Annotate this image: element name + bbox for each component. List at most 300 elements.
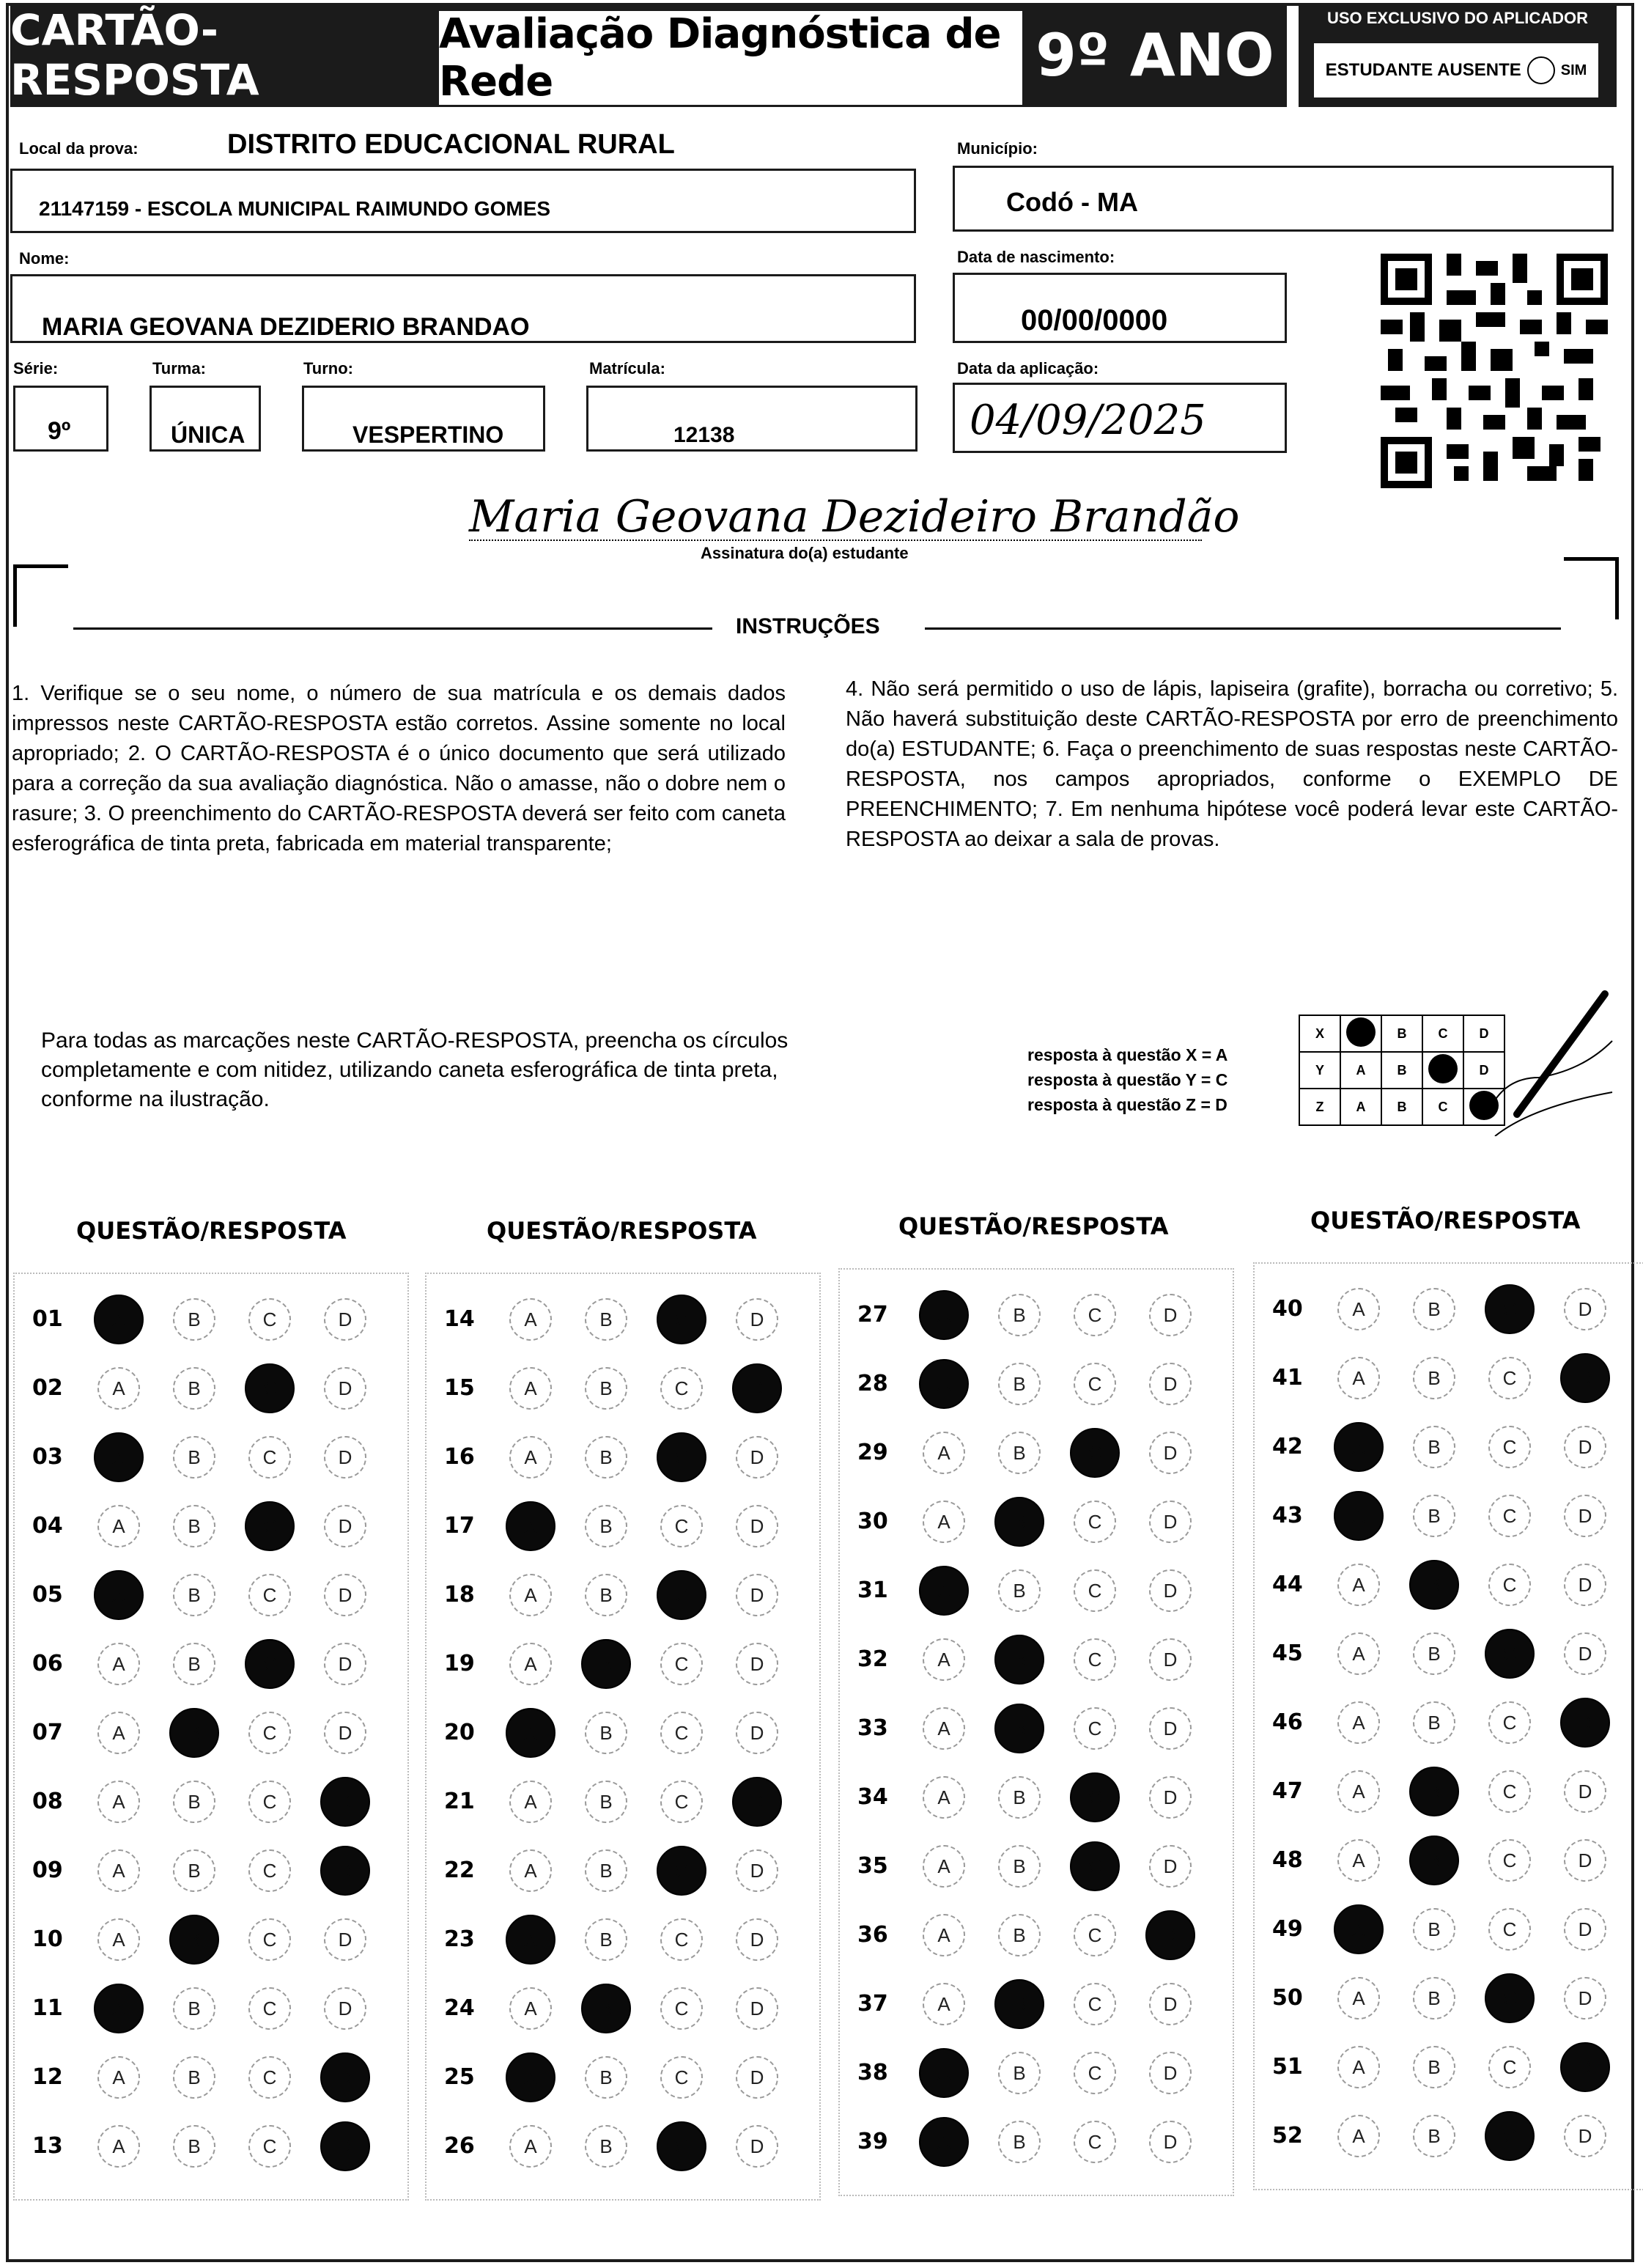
option-bubble-b[interactable]: B bbox=[998, 2121, 1041, 2163]
question-number: 22 bbox=[444, 1858, 475, 1883]
example-line-x: resposta à questão X = A bbox=[1027, 1045, 1228, 1064]
option-bubble-c[interactable]: C bbox=[660, 1781, 703, 1823]
option-bubble-d[interactable]: D bbox=[1149, 2052, 1192, 2094]
option-bubble-b[interactable]: B bbox=[173, 1574, 215, 1616]
question-number: 26 bbox=[444, 2133, 475, 2159]
option-bubble-b[interactable]: B bbox=[998, 1845, 1041, 1888]
option-bubble-b[interactable]: B bbox=[1409, 1560, 1459, 1610]
option-bubble-c[interactable]: C bbox=[657, 2121, 706, 2171]
example-line-y: resposta à questão Y = C bbox=[1027, 1070, 1228, 1089]
answers-header-1: QUESTÃO/RESPOSTA bbox=[76, 1217, 347, 1245]
option-bubble-b[interactable]: B bbox=[585, 1574, 627, 1616]
option-bubble-d[interactable]: D bbox=[1149, 1501, 1192, 1543]
answers-header-2: QUESTÃO/RESPOSTA bbox=[487, 1217, 757, 1245]
option-bubble-c[interactable]: C bbox=[1074, 1983, 1116, 2025]
example-grid: X B C D Y A B D Z A B C bbox=[1299, 1015, 1505, 1126]
option-bubble-c[interactable]: C bbox=[248, 1918, 291, 1961]
option-bubble-d[interactable]: D bbox=[1564, 1495, 1606, 1537]
answer-row bbox=[1256, 1969, 1643, 2028]
option-bubble-a[interactable]: A bbox=[94, 1984, 144, 2033]
option-bubble-c[interactable]: C bbox=[657, 1295, 706, 1344]
option-bubble-a[interactable]: A bbox=[94, 1432, 144, 1482]
turno-value: VESPERTINO bbox=[352, 421, 504, 448]
option-bubble-d[interactable]: D bbox=[1149, 1638, 1192, 1681]
option-bubble-c[interactable]: C bbox=[660, 2056, 703, 2099]
option-bubble-c[interactable]: C bbox=[660, 1712, 703, 1754]
aplicacao-field bbox=[953, 383, 1287, 453]
option-bubble-c[interactable]: C bbox=[1074, 1707, 1116, 1750]
option-bubble-c[interactable]: C bbox=[248, 1574, 291, 1616]
answer-row bbox=[16, 1704, 405, 1762]
option-bubble-b[interactable]: B bbox=[1413, 1977, 1455, 2020]
option-bubble-a[interactable]: A bbox=[919, 1566, 969, 1616]
option-bubble-d[interactable]: D bbox=[324, 1436, 366, 1479]
example-legend bbox=[1027, 1042, 1227, 1117]
question-number: 01 bbox=[32, 1306, 63, 1332]
answer-row bbox=[841, 1768, 1230, 1827]
option-bubble-c[interactable]: C bbox=[1488, 1908, 1531, 1951]
option-bubble-c[interactable]: C bbox=[245, 1363, 295, 1413]
option-bubble-a[interactable]: A bbox=[1334, 1422, 1384, 1472]
school-value: 21147159 - ESCOLA MUNICIPAL RAIMUNDO GOMES bbox=[39, 197, 551, 220]
option-bubble-d[interactable]: D bbox=[1149, 1983, 1192, 2025]
option-bubble-a[interactable]: A bbox=[97, 2125, 140, 2168]
option-bubble-a[interactable]: A bbox=[923, 1914, 965, 1956]
question-number: 20 bbox=[444, 1720, 475, 1745]
option-bubble-c[interactable]: C bbox=[248, 1712, 291, 1754]
option-bubble-a[interactable]: A bbox=[509, 1781, 552, 1823]
option-bubble-b[interactable]: B bbox=[1413, 1426, 1455, 1468]
option-bubble-c[interactable]: C bbox=[1074, 1638, 1116, 1681]
answer-row bbox=[16, 1497, 405, 1555]
option-bubble-b[interactable]: B bbox=[1413, 2115, 1455, 2157]
option-bubble-c[interactable]: C bbox=[660, 1643, 703, 1685]
option-bubble-d[interactable]: D bbox=[324, 1918, 366, 1961]
option-bubble-a[interactable]: A bbox=[1337, 1564, 1380, 1606]
turma-field bbox=[149, 386, 261, 452]
option-bubble-b[interactable]: B bbox=[585, 1918, 627, 1961]
option-bubble-d[interactable]: D bbox=[324, 1712, 366, 1754]
option-bubble-b[interactable]: B bbox=[1409, 1767, 1459, 1816]
question-number: 41 bbox=[1272, 1365, 1303, 1391]
answer-row bbox=[428, 1497, 816, 1555]
question-number: 38 bbox=[857, 2060, 888, 2085]
option-bubble-d[interactable]: D bbox=[1149, 1363, 1192, 1405]
question-number: 10 bbox=[32, 1926, 63, 1952]
applicator-box bbox=[1299, 3, 1617, 107]
option-bubble-a[interactable]: A bbox=[509, 1367, 552, 1410]
option-bubble-b[interactable]: B bbox=[173, 2125, 215, 2168]
option-bubble-d[interactable]: D bbox=[1564, 1426, 1606, 1468]
option-bubble-b[interactable]: B bbox=[173, 1643, 215, 1685]
option-bubble-c[interactable]: C bbox=[1485, 1629, 1535, 1679]
answer-row bbox=[841, 1630, 1230, 1689]
option-bubble-d[interactable]: D bbox=[1149, 1432, 1192, 1474]
option-bubble-a[interactable]: A bbox=[1337, 2115, 1380, 2157]
option-bubble-d[interactable]: D bbox=[1149, 1707, 1192, 1750]
absent-checkbox[interactable] bbox=[1527, 56, 1555, 84]
option-bubble-b[interactable]: B bbox=[1413, 1632, 1455, 1675]
question-number: 42 bbox=[1272, 1434, 1303, 1459]
instructions-right: 4. Não será permitido o uso de lápis, lapiseira (grafite), borracha ou corretivo; 5. Não haverá substituição deste CARTÃO-RESPOSTA por erro de preenchimento do(a) ESTUDANTE; 6. Faça o preenchimento de suas respostas neste CARTÃO-RESPOSTA, nos campos apropriados, conforme o EXEMPLO DE PREENCHIMENTO; 7. Em nenhuma hipótese você poderá levar este CARTÃO-RESPOSTA ao deixar a sala de provas. bbox=[846, 677, 1618, 851]
answer-row bbox=[841, 1837, 1230, 1896]
option-bubble-a[interactable]: A bbox=[509, 1643, 552, 1685]
option-bubble-a[interactable]: A bbox=[1337, 1701, 1380, 1744]
turma-value: ÚNICA bbox=[171, 421, 245, 448]
answer-row bbox=[841, 1492, 1230, 1551]
option-bubble-d[interactable]: D bbox=[736, 1987, 778, 2030]
option-bubble-a[interactable]: A bbox=[509, 1987, 552, 2030]
option-bubble-b[interactable]: B bbox=[173, 1298, 215, 1341]
example-dot-x bbox=[1346, 1017, 1376, 1047]
option-bubble-c[interactable]: C bbox=[1070, 1428, 1120, 1478]
answer-row bbox=[841, 2044, 1230, 2102]
answer-row bbox=[841, 2113, 1230, 2171]
option-bubble-a[interactable]: A bbox=[509, 1298, 552, 1341]
option-bubble-b[interactable]: B bbox=[1413, 1288, 1455, 1330]
option-bubble-a[interactable]: A bbox=[1334, 1904, 1384, 1954]
option-bubble-d[interactable]: D bbox=[324, 1505, 366, 1547]
answer-row bbox=[16, 1290, 405, 1349]
option-bubble-c[interactable]: C bbox=[1485, 1284, 1535, 1334]
option-bubble-c[interactable]: C bbox=[248, 1987, 291, 2030]
option-bubble-b[interactable]: B bbox=[173, 2056, 215, 2099]
option-bubble-d[interactable]: D bbox=[1564, 1564, 1606, 1606]
question-number: 30 bbox=[857, 1509, 888, 1534]
card-title: CARTÃO-RESPOSTA bbox=[10, 5, 259, 105]
option-bubble-c[interactable]: C bbox=[657, 1570, 706, 1620]
option-bubble-c[interactable]: C bbox=[1074, 1914, 1116, 1956]
option-bubble-d[interactable]: D bbox=[732, 1777, 782, 1827]
option-bubble-d[interactable]: D bbox=[1145, 1910, 1195, 1960]
option-bubble-a[interactable]: A bbox=[1337, 1288, 1380, 1330]
option-bubble-a[interactable]: A bbox=[97, 1367, 140, 1410]
option-bubble-b[interactable]: B bbox=[1413, 2046, 1455, 2088]
option-bubble-c[interactable]: C bbox=[245, 1639, 295, 1689]
option-bubble-b[interactable]: B bbox=[585, 2056, 627, 2099]
option-bubble-b[interactable]: B bbox=[585, 1849, 627, 1892]
option-bubble-d[interactable]: D bbox=[1149, 1294, 1192, 1336]
question-number: 21 bbox=[444, 1789, 475, 1814]
option-bubble-d[interactable]: D bbox=[736, 1643, 778, 1685]
option-bubble-d[interactable]: D bbox=[1564, 1908, 1606, 1951]
option-bubble-d[interactable]: D bbox=[736, 1849, 778, 1892]
turno-field bbox=[302, 386, 545, 452]
option-bubble-c[interactable]: C bbox=[1074, 1501, 1116, 1543]
option-bubble-a[interactable]: A bbox=[506, 1708, 555, 1758]
local-label: Local da prova: bbox=[19, 139, 139, 158]
answer-row bbox=[428, 1841, 816, 1900]
option-bubble-b[interactable]: B bbox=[1413, 1495, 1455, 1537]
answer-row bbox=[1256, 2038, 1643, 2096]
option-bubble-b[interactable]: B bbox=[1413, 1701, 1455, 1744]
question-number: 03 bbox=[32, 1444, 63, 1470]
option-bubble-b[interactable]: B bbox=[998, 1569, 1041, 1612]
option-bubble-d[interactable]: D bbox=[736, 2056, 778, 2099]
option-bubble-a[interactable]: A bbox=[97, 2056, 140, 2099]
option-bubble-a[interactable]: A bbox=[923, 1638, 965, 1681]
option-bubble-d[interactable]: D bbox=[1149, 1776, 1192, 1819]
option-bubble-a[interactable]: A bbox=[919, 1290, 969, 1340]
option-bubble-d[interactable]: D bbox=[1564, 2115, 1606, 2157]
option-bubble-b[interactable]: B bbox=[998, 1914, 1041, 1956]
option-bubble-a[interactable]: A bbox=[923, 1432, 965, 1474]
option-bubble-b[interactable]: B bbox=[994, 1979, 1044, 2029]
option-bubble-a[interactable]: A bbox=[1337, 1839, 1380, 1882]
option-bubble-d[interactable]: D bbox=[1564, 1977, 1606, 2020]
option-bubble-d[interactable]: D bbox=[1564, 1770, 1606, 1813]
option-bubble-d[interactable]: D bbox=[324, 1574, 366, 1616]
option-bubble-d[interactable]: D bbox=[320, 1777, 370, 1827]
option-bubble-b[interactable]: B bbox=[173, 1436, 215, 1479]
question-number: 25 bbox=[444, 2064, 475, 2090]
option-bubble-d[interactable]: D bbox=[320, 1846, 370, 1896]
option-bubble-a[interactable]: A bbox=[97, 1781, 140, 1823]
question-number: 45 bbox=[1272, 1641, 1303, 1666]
option-bubble-a[interactable]: A bbox=[919, 2117, 969, 2167]
question-number: 27 bbox=[857, 1302, 888, 1328]
option-bubble-a[interactable]: A bbox=[1337, 1632, 1380, 1675]
question-number: 18 bbox=[444, 1582, 475, 1608]
option-bubble-a[interactable]: A bbox=[919, 1359, 969, 1409]
option-bubble-c[interactable]: C bbox=[1488, 1495, 1531, 1537]
nascimento-label: Data de nascimento: bbox=[957, 248, 1115, 266]
option-bubble-b[interactable]: B bbox=[581, 1639, 631, 1689]
option-bubble-c[interactable]: C bbox=[1074, 1294, 1116, 1336]
option-bubble-a[interactable]: A bbox=[923, 1501, 965, 1543]
option-bubble-d[interactable]: D bbox=[1149, 1845, 1192, 1888]
option-bubble-d[interactable]: D bbox=[736, 1918, 778, 1961]
answer-row bbox=[428, 1428, 816, 1487]
example-text: Para todas as marcações neste CARTÃO-RESPOSTA, preencha os círculos completamente e com nitidez, utilizando caneta esferográfica de tinta preta, conforme na ilustração. bbox=[41, 1028, 789, 1111]
municipio-field bbox=[953, 166, 1614, 232]
option-bubble-b[interactable]: B bbox=[998, 1776, 1041, 1819]
option-bubble-a[interactable]: A bbox=[509, 1436, 552, 1479]
option-bubble-c[interactable]: C bbox=[245, 1501, 295, 1551]
option-bubble-d[interactable]: D bbox=[736, 1298, 778, 1341]
question-number: 17 bbox=[444, 1513, 475, 1539]
option-bubble-d[interactable]: D bbox=[736, 1436, 778, 1479]
serie-label: Série: bbox=[13, 359, 59, 378]
option-bubble-c[interactable]: C bbox=[248, 1781, 291, 1823]
option-bubble-b[interactable]: B bbox=[585, 1298, 627, 1341]
answer-row bbox=[1256, 1555, 1643, 1614]
option-bubble-a[interactable]: A bbox=[506, 1915, 555, 1965]
option-bubble-c[interactable]: C bbox=[248, 1849, 291, 1892]
option-bubble-b[interactable]: B bbox=[173, 1505, 215, 1547]
option-bubble-b[interactable]: B bbox=[1409, 1836, 1459, 1885]
option-bubble-b[interactable]: B bbox=[173, 1987, 215, 2030]
option-bubble-b[interactable]: B bbox=[994, 1635, 1044, 1685]
question-number: 31 bbox=[857, 1577, 888, 1603]
option-bubble-b[interactable]: B bbox=[994, 1704, 1044, 1753]
option-bubble-a[interactable]: A bbox=[1334, 1491, 1384, 1541]
option-bubble-d[interactable]: D bbox=[324, 1367, 366, 1410]
option-bubble-a[interactable]: A bbox=[923, 1776, 965, 1819]
option-bubble-c[interactable]: C bbox=[657, 1846, 706, 1896]
option-bubble-d[interactable]: D bbox=[736, 1712, 778, 1754]
option-bubble-b[interactable]: B bbox=[998, 1294, 1041, 1336]
option-bubble-c[interactable]: C bbox=[660, 1987, 703, 2030]
option-bubble-a[interactable]: A bbox=[923, 1707, 965, 1750]
question-number: 06 bbox=[32, 1651, 63, 1676]
option-bubble-b[interactable]: B bbox=[585, 1781, 627, 1823]
option-bubble-c[interactable]: C bbox=[1070, 1841, 1120, 1891]
aplicacao-label: Data da aplicação: bbox=[957, 359, 1099, 378]
answer-row bbox=[841, 1355, 1230, 1413]
option-bubble-c[interactable]: C bbox=[660, 1367, 703, 1410]
option-bubble-c[interactable]: C bbox=[248, 1298, 291, 1341]
option-bubble-d[interactable]: D bbox=[1149, 2121, 1192, 2163]
option-bubble-b[interactable]: B bbox=[173, 1849, 215, 1892]
serie-field bbox=[13, 386, 108, 452]
option-bubble-d[interactable]: D bbox=[1560, 1353, 1610, 1403]
option-bubble-d[interactable]: D bbox=[736, 2125, 778, 2168]
option-bubble-b[interactable]: B bbox=[998, 1432, 1041, 1474]
option-bubble-a[interactable]: A bbox=[97, 1505, 140, 1547]
absent-option: SIM bbox=[1560, 62, 1587, 78]
option-bubble-c[interactable]: C bbox=[1070, 1772, 1120, 1822]
option-bubble-d[interactable]: D bbox=[736, 1505, 778, 1547]
option-bubble-b[interactable]: B bbox=[173, 1781, 215, 1823]
answer-row bbox=[428, 1359, 816, 1418]
matricula-label: Matrícula: bbox=[589, 359, 665, 378]
option-bubble-a[interactable]: A bbox=[97, 1918, 140, 1961]
option-bubble-d[interactable]: D bbox=[324, 1987, 366, 2030]
option-bubble-d[interactable]: D bbox=[320, 2052, 370, 2102]
option-bubble-a[interactable]: A bbox=[94, 1295, 144, 1344]
option-bubble-b[interactable]: B bbox=[998, 2052, 1041, 2094]
corner-bracket-right bbox=[1564, 557, 1619, 619]
option-bubble-d[interactable]: D bbox=[1560, 2042, 1610, 2092]
nascimento-field bbox=[953, 273, 1287, 343]
answer-row bbox=[1256, 2107, 1643, 2165]
question-number: 40 bbox=[1272, 1296, 1303, 1322]
answer-row bbox=[428, 1772, 816, 1831]
option-bubble-c[interactable]: C bbox=[1074, 1569, 1116, 1612]
option-bubble-a[interactable]: A bbox=[919, 2048, 969, 2098]
option-bubble-d[interactable]: D bbox=[736, 1574, 778, 1616]
option-bubble-c[interactable]: C bbox=[1488, 2046, 1531, 2088]
option-bubble-d[interactable]: D bbox=[324, 1298, 366, 1341]
matricula-value: 12138 bbox=[673, 423, 735, 447]
option-bubble-d[interactable]: D bbox=[320, 2121, 370, 2171]
option-bubble-a[interactable]: A bbox=[1337, 1977, 1380, 2020]
option-bubble-b[interactable]: B bbox=[585, 1712, 627, 1754]
option-bubble-a[interactable]: A bbox=[97, 1849, 140, 1892]
option-bubble-a[interactable]: A bbox=[923, 1845, 965, 1888]
option-bubble-a[interactable]: A bbox=[97, 1712, 140, 1754]
option-bubble-b[interactable]: B bbox=[1413, 1908, 1455, 1951]
option-bubble-b[interactable]: B bbox=[581, 1984, 631, 2033]
absent-field[interactable] bbox=[1312, 41, 1600, 100]
option-bubble-b[interactable]: B bbox=[173, 1367, 215, 1410]
example-line-z: resposta à questão Z = D bbox=[1027, 1095, 1227, 1114]
option-bubble-c[interactable]: C bbox=[660, 1918, 703, 1961]
option-bubble-b[interactable]: B bbox=[998, 1363, 1041, 1405]
option-bubble-c[interactable]: C bbox=[1074, 2121, 1116, 2163]
option-bubble-c[interactable]: C bbox=[1074, 2052, 1116, 2094]
option-bubble-a[interactable]: A bbox=[94, 1570, 144, 1620]
answer-row bbox=[16, 1772, 405, 1831]
option-bubble-c[interactable]: C bbox=[660, 1505, 703, 1547]
option-bubble-c[interactable]: C bbox=[1488, 1564, 1531, 1606]
option-bubble-d[interactable]: D bbox=[1564, 1288, 1606, 1330]
option-bubble-a[interactable]: A bbox=[509, 1574, 552, 1616]
option-bubble-b[interactable]: B bbox=[994, 1497, 1044, 1547]
option-bubble-a[interactable]: A bbox=[509, 2125, 552, 2168]
answer-row bbox=[428, 1566, 816, 1624]
answer-row bbox=[16, 1635, 405, 1693]
option-bubble-a[interactable]: A bbox=[1337, 1357, 1380, 1399]
option-bubble-c[interactable]: C bbox=[1485, 2111, 1535, 2161]
option-bubble-c[interactable]: C bbox=[1488, 1701, 1531, 1744]
option-bubble-d[interactable]: D bbox=[1564, 1632, 1606, 1675]
option-bubble-b[interactable]: B bbox=[1413, 1357, 1455, 1399]
option-bubble-c[interactable]: C bbox=[1485, 1973, 1535, 2023]
option-bubble-a[interactable]: A bbox=[506, 1501, 555, 1551]
question-number: 23 bbox=[444, 1926, 475, 1952]
answer-row bbox=[428, 2117, 816, 2176]
answer-row bbox=[1256, 1349, 1643, 1407]
signature-line bbox=[469, 540, 1202, 541]
option-bubble-b[interactable]: B bbox=[585, 1367, 627, 1410]
question-number: 07 bbox=[32, 1720, 63, 1745]
example-dot-y bbox=[1428, 1054, 1458, 1083]
option-bubble-d[interactable]: D bbox=[1564, 1839, 1606, 1882]
option-bubble-d[interactable]: D bbox=[324, 1643, 366, 1685]
answer-row bbox=[841, 1975, 1230, 2033]
option-bubble-c[interactable]: C bbox=[1074, 1363, 1116, 1405]
option-bubble-b[interactable]: B bbox=[169, 1915, 219, 1965]
option-bubble-a[interactable]: A bbox=[509, 1849, 552, 1892]
question-number: 14 bbox=[444, 1306, 475, 1332]
instructions-title: INSTRUÇÕES bbox=[736, 614, 880, 638]
municipio-value: Codó - MA bbox=[1006, 187, 1138, 217]
option-bubble-b[interactable]: B bbox=[169, 1708, 219, 1758]
applicator-title: USO EXCLUSIVO DO APLICADOR bbox=[1326, 9, 1589, 27]
option-bubble-a[interactable]: A bbox=[1337, 1770, 1380, 1813]
option-bubble-d[interactable]: D bbox=[732, 1363, 782, 1413]
option-bubble-c[interactable]: C bbox=[1488, 1839, 1531, 1882]
option-bubble-b[interactable]: B bbox=[585, 1505, 627, 1547]
question-number: 33 bbox=[857, 1715, 888, 1741]
option-bubble-c[interactable]: C bbox=[248, 1436, 291, 1479]
option-bubble-c[interactable]: C bbox=[1488, 1426, 1531, 1468]
option-bubble-c[interactable]: C bbox=[1488, 1770, 1531, 1813]
question-number: 48 bbox=[1272, 1847, 1303, 1873]
option-bubble-b[interactable]: B bbox=[585, 1436, 627, 1479]
question-number: 35 bbox=[857, 1853, 888, 1879]
option-bubble-d[interactable]: D bbox=[1149, 1569, 1192, 1612]
option-bubble-c[interactable]: C bbox=[1488, 1357, 1531, 1399]
option-bubble-c[interactable]: C bbox=[657, 1432, 706, 1482]
matricula-field bbox=[586, 386, 918, 452]
option-bubble-a[interactable]: A bbox=[506, 2052, 555, 2102]
nome-label: Nome: bbox=[19, 249, 70, 268]
option-bubble-c[interactable]: C bbox=[248, 2056, 291, 2099]
option-bubble-a[interactable]: A bbox=[923, 1983, 965, 2025]
option-bubble-a[interactable]: A bbox=[97, 1643, 140, 1685]
option-bubble-b[interactable]: B bbox=[585, 2125, 627, 2168]
answer-row bbox=[16, 1566, 405, 1624]
option-bubble-c[interactable]: C bbox=[248, 2125, 291, 2168]
option-bubble-d[interactable]: D bbox=[1560, 1698, 1610, 1748]
question-number: 02 bbox=[32, 1375, 63, 1401]
absent-label: ESTUDANTE AUSENTE bbox=[1325, 60, 1521, 80]
option-bubble-a[interactable]: A bbox=[1337, 2046, 1380, 2088]
turno-label: Turno: bbox=[303, 359, 354, 378]
